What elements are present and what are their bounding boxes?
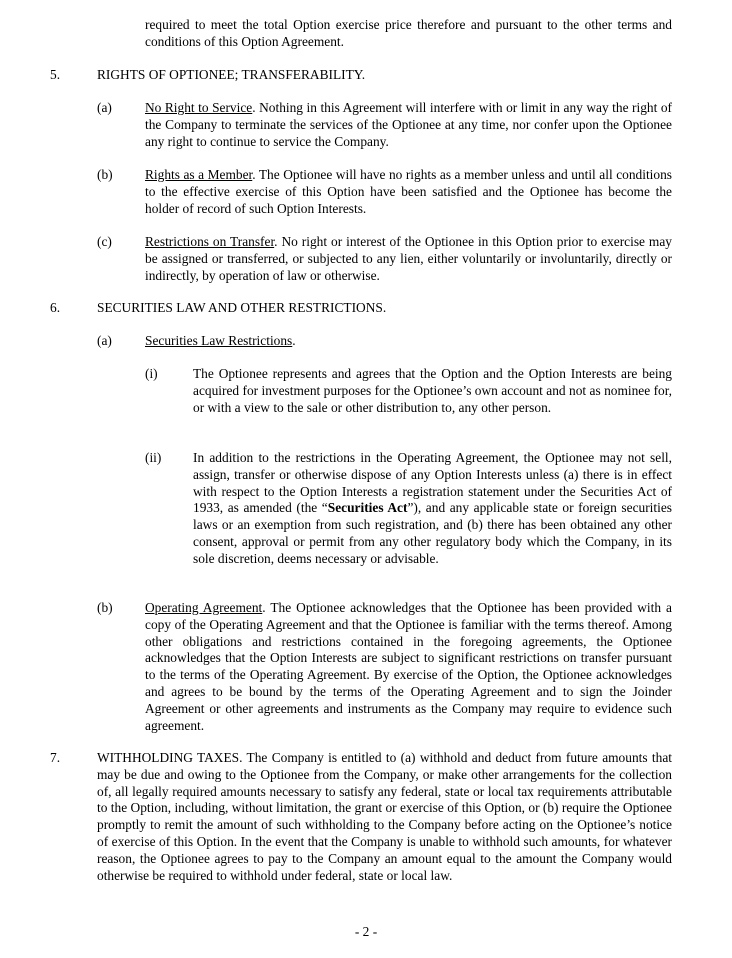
section-6a-body: . xyxy=(292,333,296,348)
section-5a-label: (a) xyxy=(97,100,112,115)
section-5b-title: Rights as a Member xyxy=(145,167,253,182)
section-5-heading: RIGHTS OF OPTIONEE; TRANSFERABILITY. xyxy=(97,67,366,82)
section-5b-body: . The Optionee will have no rights as a member unless and until all conditions to the effective exercise of this Option have been satisfied and the Optionee has become the holder of record of such Option Interests. xyxy=(145,167,672,216)
section-5b-paragraph xyxy=(145,167,672,217)
section-5b-label: (b) xyxy=(97,167,113,182)
section-6b-paragraph xyxy=(145,600,672,734)
section-5a-paragraph xyxy=(145,100,672,150)
section-6a-ii-text-1: In addition to the restrictions in the Operating Agreement, the Optionee may not sell, assign, transfer or otherwise dispose of any Option Interests unless (a) there is in effect with respect to the Option Interests a registration statement under the Securities Act of 1933, as amended (the “ xyxy=(193,450,672,516)
section-6a-title: Securities Law Restrictions xyxy=(145,333,293,348)
section-6b-body: . The Optionee acknowledges that the Optionee has been provided with a copy of the Operating Agreement and that the Optionee is familiar with the terms thereof. Among other obligations and restrictions contained in the foregoing agreements, the Optionee acknowledges that the Option Interests are subject to significant restrictions on transfer pursuant to the terms of the Operating Agreement. By exercise of the Option, the Optionee acknowledges and agrees to be bound by the terms of the Operating Agreement and to sign the Joinder Agreement or other agreements and instruments as the Company may require to evidence such agreement. xyxy=(145,600,672,733)
page-number: - 2 - xyxy=(354,924,378,939)
section-5-number: 5. xyxy=(50,67,61,82)
section-6b-title: Operating Agreement xyxy=(145,600,263,615)
section-6a-ii-label: (ii) xyxy=(145,450,162,465)
section-5c-label: (c) xyxy=(97,234,112,249)
section-6a-i-label: (i) xyxy=(145,366,158,381)
section-6a-i-paragraph: The Optionee represents and agrees that the Option and the Option Interests are being acquired for investment purposes for the Optionee’s own account and not as nominee for, or with a view to the sale or other distribution to, any other person. xyxy=(193,366,672,415)
section-5a-title: No Right to Service xyxy=(145,100,253,115)
section-6-number: 6. xyxy=(50,300,61,315)
section-6a-ii-text-2: ”), and any applicable state or foreign securities laws or an exemption from such registration, and (b) there has been obtained any other consent, approval or permit from any other regulatory body which the Company, in its sole discretion, deems necessary or advisable. xyxy=(193,500,672,566)
section-5c-body: . No right or interest of the Optionee in this Option prior to exercise may be assigned or transferred, or subjected to any lien, either voluntarily or involuntarily, directly or indirectly, by operation of law or otherwise. xyxy=(145,234,672,283)
section-5c-title: Restrictions on Transfer xyxy=(145,234,275,249)
section-5c-paragraph xyxy=(145,234,672,284)
continuation-paragraph: required to meet the total Option exercise price therefore and pursuant to the other terms and conditions of this Option Agreement. xyxy=(145,17,672,49)
section-6a-paragraph xyxy=(145,333,296,350)
section-6b-label: (b) xyxy=(97,600,113,615)
defined-term-securities-act: Securities Act xyxy=(327,500,408,516)
section-7-paragraph: WITHHOLDING TAXES. The Company is entitled to (a) withhold and deduct from future amounts that may be due and owing to the Optionee from the Company, or make other arrangements for the collection of, all legally required amounts necessary to satisfy any federal, state or local tax requirements attributable to the Option, including, without limitation, the grant or exercise of this Option, or (b) require the Optionee promptly to remit the amount of such withholding to the Company before acting on the Optionee’s notice of exercise of this Option. In the event that the Company is unable to withhold such amounts, for whatever reason, the Optionee agrees to pay to the Company an amount equal to the amount the Company would otherwise be required to withhold under federal, state or local law. xyxy=(97,750,672,883)
section-6a-ii-paragraph xyxy=(193,450,672,568)
section-5a-body: . Nothing in this Agreement will interfere with or limit in any way the right of the Company to terminate the services of the Optionee at any time, nor confer upon the Optionee any right to continue to service the Company. xyxy=(145,100,672,149)
section-6-heading: SECURITIES LAW AND OTHER RESTRICTIONS. xyxy=(97,300,387,315)
section-6a-label: (a) xyxy=(97,333,112,348)
section-7-number: 7. xyxy=(50,750,61,765)
